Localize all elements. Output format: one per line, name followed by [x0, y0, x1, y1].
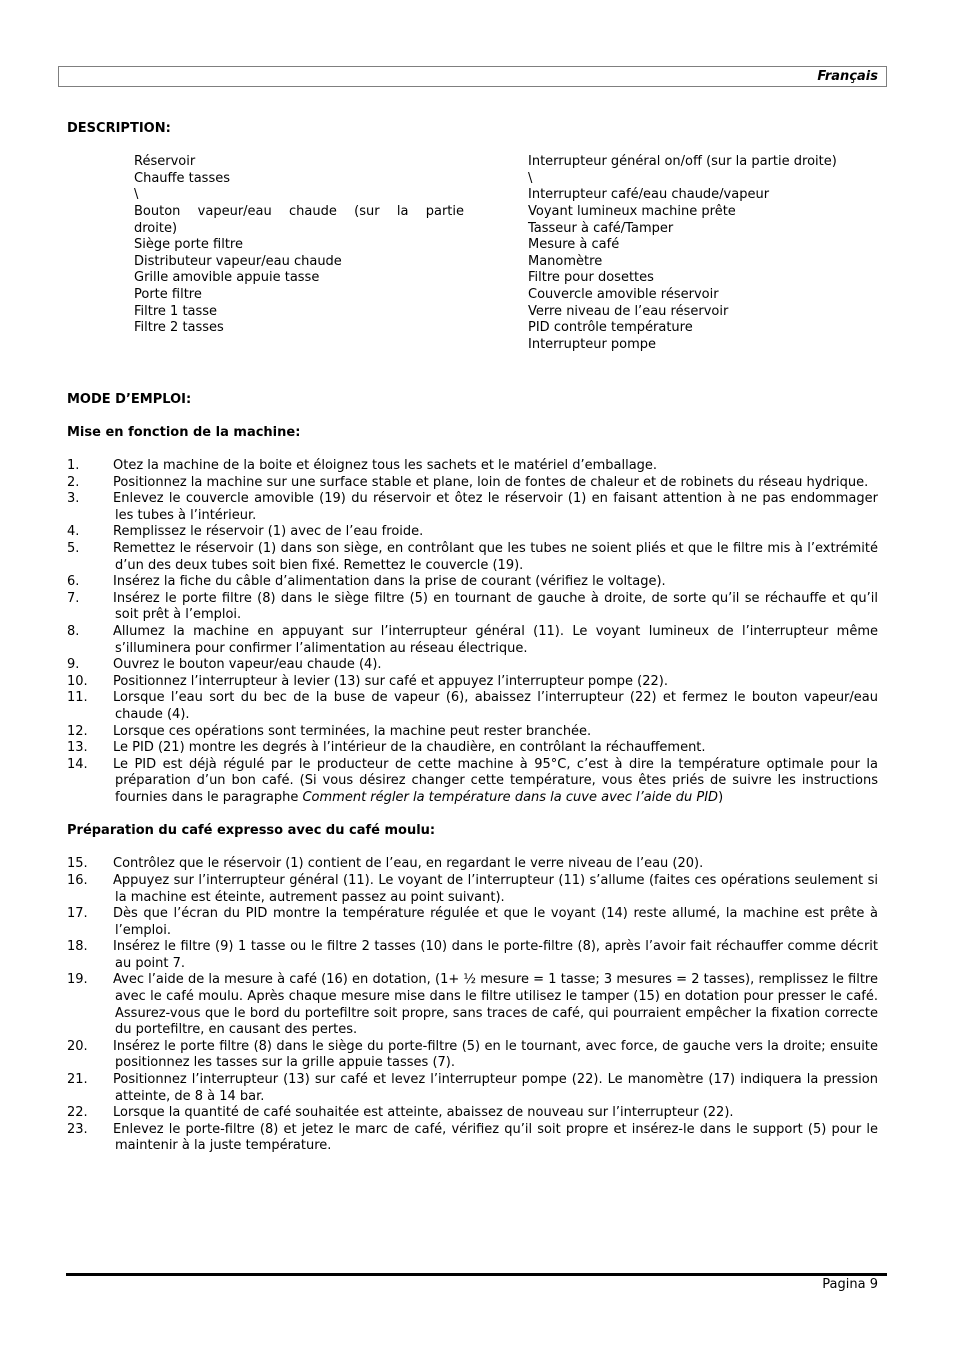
- step-number: 6.: [67, 574, 80, 590]
- description-item: Voyant lumineux machine prête: [528, 203, 736, 219]
- step-item: [67, 657, 878, 674]
- step-text: Remplissez le réservoir (1) avec de l’eau froide.: [113, 524, 424, 540]
- description-item: Filtre 1 tasse: [134, 303, 218, 319]
- step-text-italic-reference: Comment régler la température dans la cuve avec l’aide du PID: [302, 789, 719, 805]
- step-number: 1.: [67, 458, 80, 474]
- step-text: Insérez le porte filtre (8) dans le siège du porte-filtre (5) en le tournant, avec force, de gauche vers la droite; ensuite positionnez les tasses sur la grille appuie tasses (7).: [113, 1038, 878, 1071]
- page-number: Pagina 9: [822, 1277, 878, 1292]
- step-text: Insérez la fiche du câble d’alimentation dans la prise de courant (vérifiez le voltage).: [113, 574, 666, 590]
- step-item: [67, 458, 878, 475]
- step-number: 4.: [67, 524, 80, 540]
- step-text: Allumez la machine en appuyant sur l’interrupteur général (11). Le voyant lumineux de l’interrupteur même s’illuminera pour confirmer l’alimentation au réseau électrique.: [113, 624, 878, 656]
- description-right-list: [528, 154, 878, 353]
- step-text: Lorsque ces opérations sont terminées, la machine peut rester branchée.: [113, 723, 592, 739]
- description-item: Interrupteur pompe: [528, 336, 657, 352]
- description-item: Distributeur vapeur/eau chaude: [134, 253, 342, 269]
- step-text: Insérez le filtre (9) 1 tasse ou le filtre 2 tasses (10) dans le porte-filtre (8), après l’avoir fait réchauffer comme décrit au point 7.: [113, 939, 878, 971]
- description-item: \: [528, 170, 533, 186]
- step-item: [67, 724, 878, 741]
- description-item: Chauffe tasses: [134, 170, 230, 186]
- step-item: [67, 475, 878, 492]
- description-columns: [67, 154, 878, 353]
- step-number: 16.: [67, 872, 88, 888]
- step-item: [67, 541, 878, 574]
- step-item: [67, 972, 878, 1038]
- step-item: [67, 740, 878, 757]
- header-box: [58, 66, 887, 87]
- step-number: 2.: [67, 474, 80, 490]
- language-label: Français: [817, 69, 878, 84]
- step-item: [67, 939, 878, 972]
- description-item: Interrupteur général on/off (sur la partie droite): [528, 154, 837, 170]
- description-item: Porte filtre: [134, 286, 202, 302]
- description-item: Interrupteur café/eau chaude/vapeur: [528, 187, 770, 203]
- step-number: 15.: [67, 856, 88, 872]
- step-text: Lorsque l’eau sort du bec de la buse de vapeur (6), abaissez l’interrupteur (22) et fermez le bouton vapeur/eau chaude (4).: [113, 690, 878, 722]
- step-number: 5.: [67, 541, 80, 557]
- step-text: Enlevez le porte-filtre (8) et jetez le marc de café, vérifiez qu’il soit propre et insérez-le dans le support (5) pour le maintenir à la juste température.: [113, 1121, 878, 1154]
- step-number: 10.: [67, 673, 88, 689]
- step-text: Otez la machine de la boite et éloignez tous les sachets et le matériel d’emballage.: [113, 458, 658, 474]
- description-item: Siège porte filtre: [134, 237, 243, 253]
- description-item: PID contrôle température: [528, 320, 693, 336]
- step-item: [67, 1122, 878, 1155]
- step-number: 3.: [67, 491, 80, 507]
- step-text: Contrôlez que le réservoir (1) contient de l’eau, en regardant le verre niveau de l’eau (20).: [113, 856, 704, 872]
- step-number: 19.: [67, 972, 88, 988]
- step-text-main: Le PID est déjà régulé par le producteur de cette machine à 95°C, c’est à dire la température optimale pour la préparation d’un bon café. (Si vous désirez changer cette température, vous êtes priés de suivre les instructions fournies dans le paragraphe: [113, 756, 878, 805]
- step-number: 17.: [67, 906, 88, 922]
- step-item: [67, 491, 878, 524]
- step-number: 20.: [67, 1038, 88, 1054]
- step-item: [67, 1039, 878, 1072]
- step-item: [67, 856, 878, 873]
- description-item: Grille amovible appuie tasse: [134, 270, 320, 286]
- step-text: Positionnez l’interrupteur à levier (13) sur café et appuyez l’interrupteur pompe (22).: [113, 673, 668, 689]
- step-text: Lorsque la quantité de café souhaitée est atteinte, abaissez de nouveau sur l’interrupteur (22).: [113, 1105, 734, 1121]
- step-text: Enlevez le couvercle amovible (19) du réservoir et ôtez le réservoir (1) en faisant attention à ne pas endommager les tubes à l’intérieur.: [113, 491, 878, 523]
- startup-steps-list: [67, 458, 878, 806]
- step-number: 8.: [67, 624, 80, 640]
- espresso-section-title: Préparation du café expresso avec du café moulu:: [67, 823, 436, 839]
- step-text: Positionnez la machine sur une surface stable et plane, loin de fontes de chaleur et de robinets du réseau hydrique.: [113, 474, 869, 490]
- description-item: Tasseur à café/Tamper: [528, 220, 674, 236]
- step-item: [67, 1072, 878, 1105]
- description-item: Bouton vapeur/eau chaude (sur la partie droite): [134, 203, 464, 236]
- step-item: [67, 591, 878, 624]
- step-text: Positionnez l’interrupteur (13) sur café et levez l’interrupteur pompe (22). Le manomètre (17) indiquera la pression atteinte, de 8 à 14 bar.: [113, 1072, 878, 1104]
- step-text: [113, 757, 878, 807]
- step-text: Le PID (21) montre les degrés à l’intérieur de la chaudière, en contrôlant la réchauffement.: [113, 740, 706, 756]
- espresso-steps-list: [67, 856, 878, 1155]
- step-item: [67, 906, 878, 939]
- description-item: Filtre 2 tasses: [134, 320, 224, 336]
- step-text: Ouvrez le bouton vapeur/eau chaude (4).: [113, 657, 382, 673]
- step-number: 14.: [67, 756, 88, 772]
- step-number: 18.: [67, 939, 88, 955]
- step-number: 13.: [67, 740, 88, 756]
- step-number: 21.: [67, 1072, 88, 1088]
- main-content: [67, 121, 878, 1155]
- step-item: [67, 674, 878, 691]
- step-item: [67, 757, 878, 807]
- step-item: [67, 690, 878, 723]
- step-text: Insérez le porte filtre (8) dans le siège filtre (5) en tournant de gauche à droite, de sorte qu’il se réchauffe et qu’il soit prêt à l’emploi.: [113, 590, 878, 623]
- step-text: Avec l’aide de la mesure à café (16) en dotation, (1+ ½ mesure = 1 tasse; 3 mesures = 2 tasses), remplissez le filtre avec le café moulu. Après chaque mesure mise dans le filtre utilisez le tamper (15) en dotation pour presser le café. Assurez-vous que le bord du portefiltre soit propre, sans traces de café, qui pourraient empêcher la fixation correcte du portefiltre, en causant des pertes.: [113, 972, 878, 1038]
- step-number: 22.: [67, 1105, 88, 1121]
- step-number: 12.: [67, 723, 88, 739]
- description-item: \: [134, 187, 139, 203]
- step-number: 23.: [67, 1121, 88, 1137]
- step-number: 9.: [67, 657, 80, 673]
- step-number: 11.: [67, 690, 88, 706]
- description-item: Mesure à café: [528, 237, 620, 253]
- description-item: Filtre pour dosettes: [528, 270, 654, 286]
- description-title: DESCRIPTION:: [67, 121, 171, 136]
- step-text: Remettez le réservoir (1) dans son siège, en contrôlant que les tubes ne soient pliés et que le filtre mis à l’extrémité d’un des deux tubes soit bien fixé. Remettez le couvercle (19).: [113, 541, 878, 573]
- step-text: Appuyez sur l’interrupteur général (11). Le voyant de l’interrupteur (11) s’allume (faites ces opérations seulement si la machine est éteinte, autrement passez au point suivant).: [113, 872, 878, 905]
- startup-section-title: Mise en fonction de la machine:: [67, 424, 301, 440]
- step-text: Dès que l’écran du PID montre la température régulée et que le voyant (14) reste allumé, la machine est prête à l’emploi.: [113, 906, 878, 938]
- description-left-list: [134, 154, 464, 353]
- description-item: Couvercle amovible réservoir: [528, 286, 719, 302]
- description-item: Verre niveau de l’eau réservoir: [528, 303, 729, 319]
- step-item: [67, 1105, 878, 1122]
- step-item: [67, 574, 878, 591]
- footer-rule: [66, 1273, 887, 1276]
- step-number: 7.: [67, 590, 80, 606]
- instructions-title: MODE D’EMPLOI:: [67, 391, 192, 407]
- step-item: [67, 524, 878, 541]
- step-text-closing: ): [718, 789, 724, 805]
- step-item: [67, 624, 878, 657]
- description-item: Réservoir: [134, 154, 196, 170]
- step-item: [67, 873, 878, 906]
- description-item: Manomètre: [528, 253, 603, 269]
